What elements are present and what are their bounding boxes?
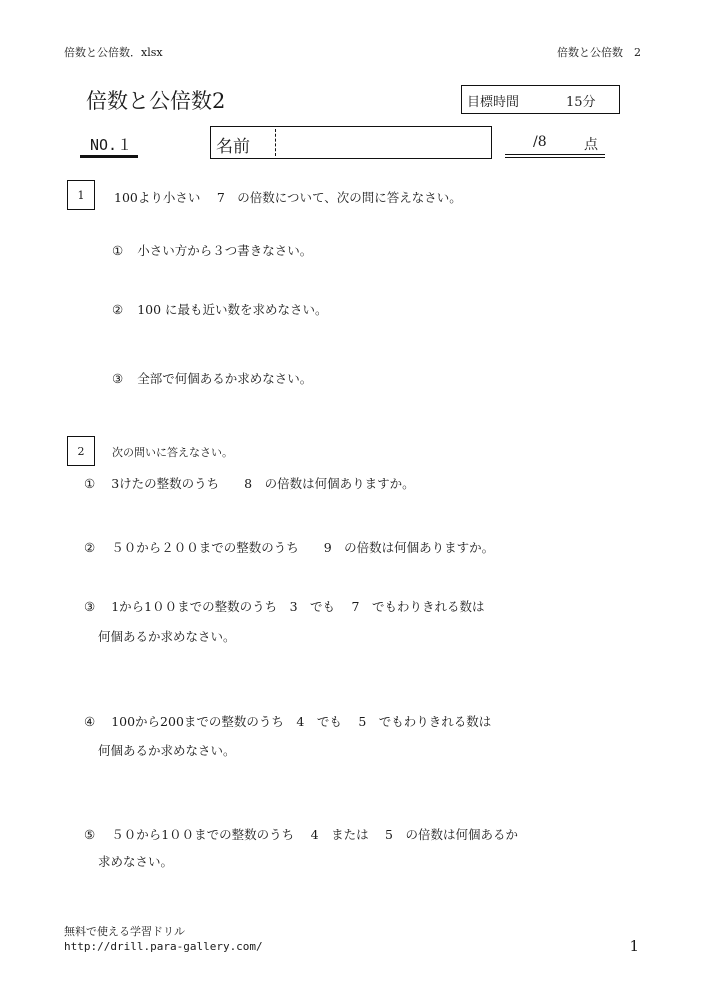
name-label: 名前: [216, 137, 250, 157]
item-text: ５０から1００までの整数のうち 4 または 5 の倍数は何個あるか: [111, 827, 519, 842]
footer-url[interactable]: http://drill.para-gallery.com/: [64, 940, 263, 953]
page-number: 1: [629, 937, 639, 955]
footer-site-name: 無料で使える学習ドリル: [64, 925, 185, 938]
page-title: 倍数と公倍数2: [86, 89, 226, 113]
section2-item-5-cont: 求めなさい。: [98, 854, 174, 869]
sheet-label: 倍数と公倍数 2: [557, 46, 641, 59]
section2-item-5: [84, 825, 518, 843]
target-time-value: 15分: [566, 95, 596, 110]
score-underline-2: [505, 157, 605, 158]
section1-item-1: [112, 241, 312, 259]
item-text: 100から200までの整数のうち 4 でも 5 でもわりきれる数は: [111, 714, 492, 729]
section2-item-3-cont: 何個あるか求めなさい。: [98, 629, 236, 644]
section2-prompt: 次の問いに答えなさい。: [112, 446, 233, 459]
item-mark: ④: [84, 714, 96, 729]
question-number-2: 2: [67, 436, 95, 466]
item-text: 全部で何個あるか求めなさい。: [137, 371, 313, 386]
section1-item-3: [112, 369, 312, 387]
section2-item-3: [84, 597, 485, 615]
item-mark: ②: [112, 302, 124, 317]
section2-item-2: [84, 538, 494, 556]
sheet-number: NO.１: [90, 136, 133, 154]
item-text: 100 に最も近い数を求めなさい。: [137, 302, 328, 317]
target-time-box: [461, 85, 620, 114]
section2-item-4-cont: 何個あるか求めなさい。: [98, 743, 236, 758]
name-field[interactable]: [210, 126, 492, 159]
score-underline-1: [505, 154, 605, 155]
item-text: 3けたの整数のうち 8 の倍数は何個ありますか。: [111, 476, 415, 491]
target-time-label: 目標時間: [467, 95, 520, 110]
score-total: /8: [533, 134, 547, 150]
score-unit: 点: [584, 137, 598, 153]
item-mark: ③: [112, 371, 124, 386]
section1-prompt: 100より小さい 7 の倍数について、次の問に答えなさい。: [114, 190, 462, 205]
section2-item-4: [84, 712, 491, 730]
section2-item-1: [84, 474, 415, 492]
section1-item-2: [112, 300, 328, 318]
item-text: 小さい方から３つ書きなさい。: [137, 243, 313, 258]
file-name: 倍数と公倍数．xlsx: [64, 46, 163, 59]
item-mark: ②: [84, 540, 96, 555]
item-mark: ③: [84, 599, 96, 614]
question-number-1: 1: [67, 180, 95, 210]
name-divider: [275, 129, 276, 156]
item-text: 1から1００までの整数のうち 3 でも 7 でもわりきれる数は: [111, 599, 485, 614]
item-text: ５０から２００までの整数のうち 9 の倍数は何個ありますか。: [111, 540, 495, 555]
item-mark: ①: [84, 476, 96, 491]
item-mark: ①: [112, 243, 124, 258]
item-mark: ⑤: [84, 827, 96, 842]
number-underline: [80, 155, 138, 158]
